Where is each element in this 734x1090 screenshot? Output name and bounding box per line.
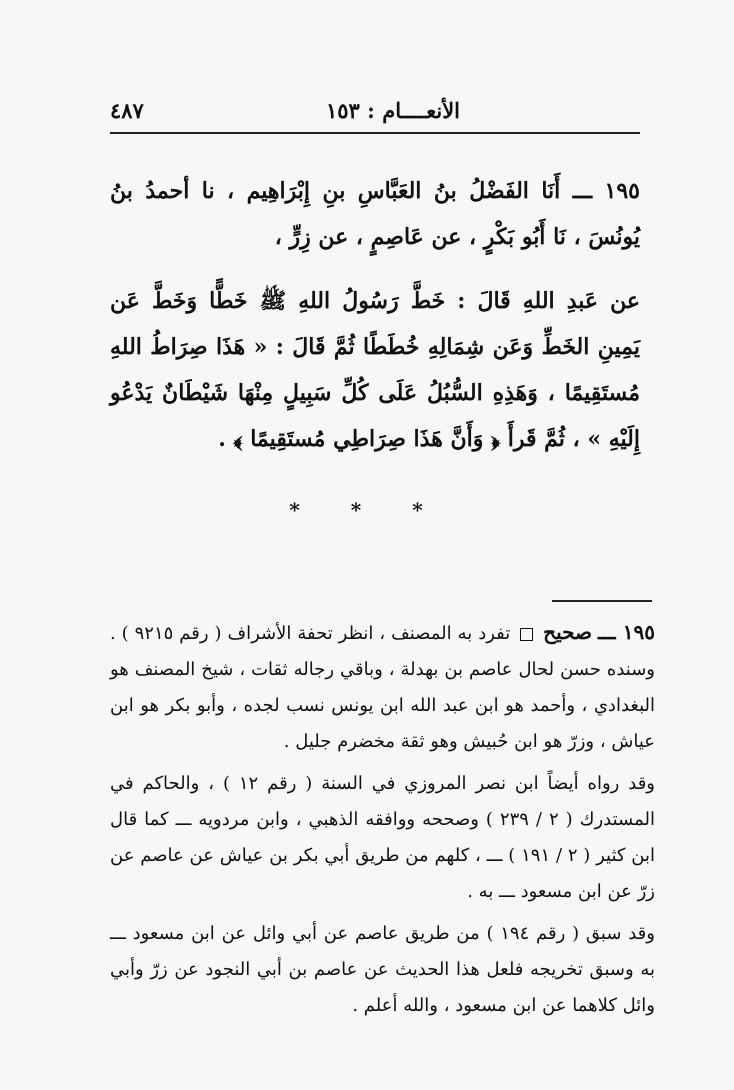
footnote-number: ١٩٥ ـــ <box>597 620 655 644</box>
footnote-paragraph-3: وقد سبق ( رقم ١٩٤ ) من طريق عاصم عن أبي وائل عن ابن مسعود ـــ به وسبق تخريجه فلعل هذا الحديث عن عاصم بن أبي النجود عن زرّ وأبي وائل كلاهما عن ابن مسعود ، والله أعلم . <box>110 923 655 1016</box>
square-box-icon <box>520 628 533 641</box>
hadith-chain: ١٩٥ ـــ أَنَا الفَضْلُ بنُ العَبَّاسِ بنِ إِبْرَاهِيم ، نا أحمدُ بنُ يُونُسَ ، نَا أَبُو بَكْرٍ ، عن عَاصِمٍ ، عن زِرٍّ ، <box>110 178 640 250</box>
hadith-text: عن عَبدِ اللهِ قَالَ : خَطَّ رَسُولُ اللهِ ﷺ خَطًّا وَخَطَّ عَن يَمِينِ الخَطِّ وَعَن شِمَالِهِ خُطَطًا ثُمَّ قَالَ : « هَذَا صِرَاطُ اللهِ مُستَقِيمًا ، وَهَذِهِ السُّبُلُ عَلَى كُلِّ سَبِيلٍ مِنْهَا شَيْطَانٌ يَدْعُو إِلَيْهِ » ، ثُمَّ قَرأَ ﴿ وَأَنَّ هَذَا صِرَاطِي مُستَقِيمًا ﴾ . <box>110 288 640 452</box>
footnote-paragraph-1 <box>110 614 655 760</box>
hadith-block <box>110 168 640 462</box>
header-title: الأنعــــام : ١٥٣ <box>325 98 460 123</box>
footnote-paragraph-2: وقد رواه أيضاً ابن نصر المروزي في السنة ( رقم ١٢ ) ، والحاكم في المستدرك ( ٢ / ٢٣٩ ) وصححه ووافقه الذهبي ، وابن مردويه ـــ كما قال ابن كثير ( ٢ / ١٩١ ) ـــ ، كلهم من طريق أبي بكر بن عياش عن عاصم عن زرّ عن ابن مسعود ـــ به . <box>110 773 655 902</box>
header-divider <box>110 132 640 134</box>
footnotes <box>110 614 655 1030</box>
running-header <box>110 92 640 132</box>
page-number: ٤٨٧ <box>110 98 144 123</box>
footnote-divider <box>552 600 652 602</box>
hadith-grade: صحيح <box>543 620 593 644</box>
footnote-text-1: تفرد به المصنف ، انظر تحفة الأشراف ( رقم ٩٢١٥ ) . وسنده حسن لحال عاصم بن بهدلة ، وباقي رجاله ثقات ، شيخ المصنف هو البغدادي ، وأحمد هو ابن عبد الله ابن يونس نسب لجده ، وأبو بكر هو ابن عياش ، وزرّ هو ابن حُبيش وهو ثقة مخضرم جليل . <box>110 623 655 752</box>
section-separator: * * * <box>289 498 445 522</box>
